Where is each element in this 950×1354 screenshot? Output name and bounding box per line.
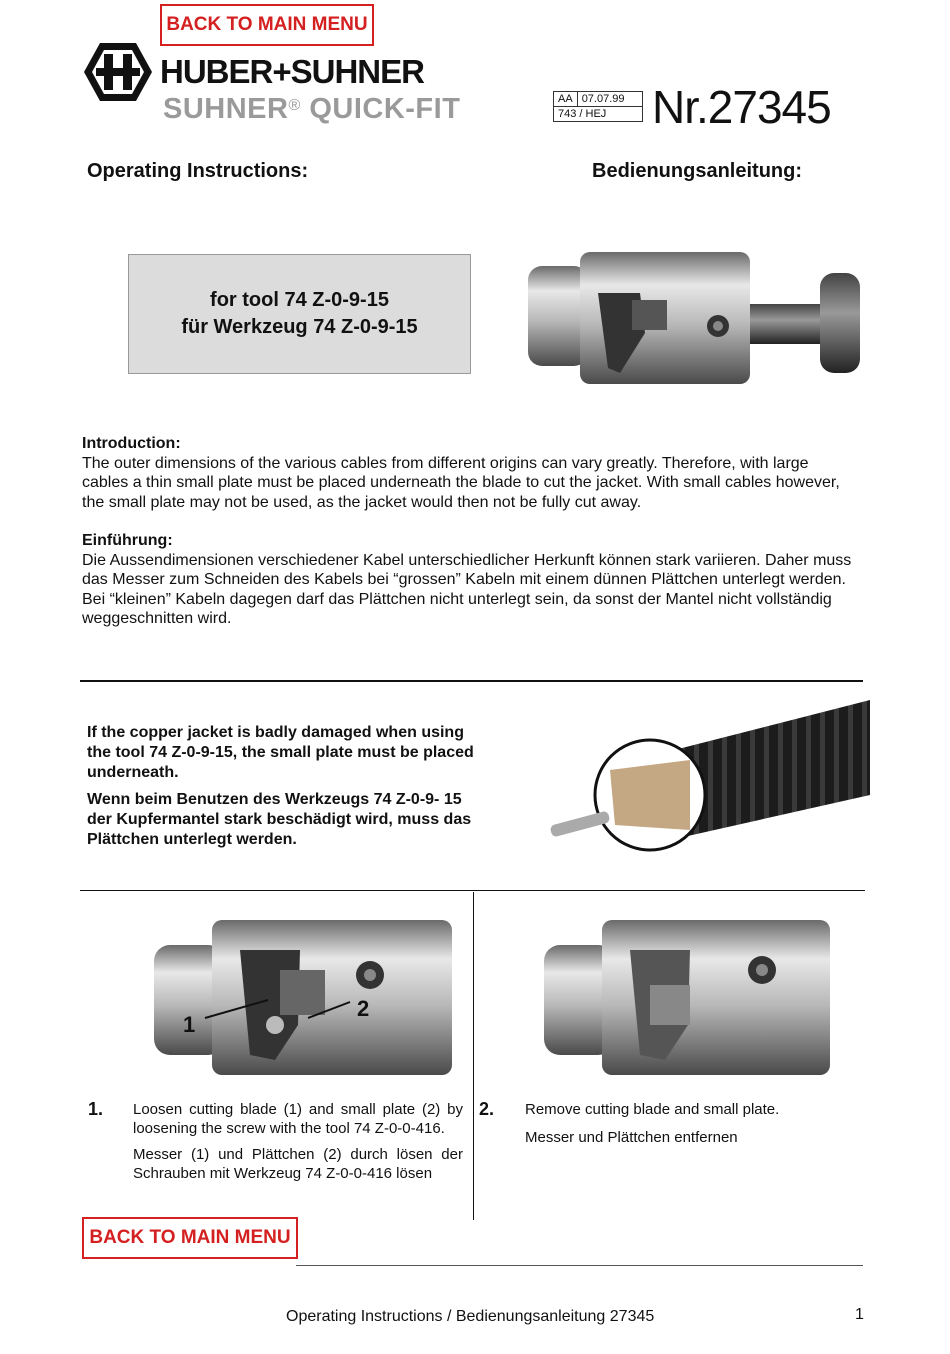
document-number: Nr.27345 [652,81,831,133]
introduction-english [82,434,857,512]
step1-text-german: Messer (1) und Plättchen (2) durch lösen der Schrauben mit Werkzeug 74 Z-0-0-416 lösen [133,1146,463,1182]
back-to-main-menu-button-bottom[interactable]: BACK TO MAIN MENU [82,1217,298,1259]
revision-date: 07.07.99 [577,92,642,107]
introduction-text-english: The outer dimensions of the various cables from different origins can vary greatly. Therefore, with large cables a thin small plate must be placed underneath the blade to cut the jacket. With small cables however, the small plate may not be used, as the jacket would then not be fully cut away. [82,454,840,511]
step1-photo [150,910,460,1075]
divider-footer [296,1265,863,1266]
callout-blade-label: 1 [183,1012,196,1037]
tool-line-german: für Werkzeug 74 Z-0-9-15 [181,316,418,338]
step2-text-german: Messer und Plättchen entfernen [525,1129,738,1146]
warning-german: Wenn beim Benutzen des Werkzeugs 74 Z-0-9- 15 der Kupfermantel stark beschädigt wird, muss das Plättchen unterlegt werden. [87,791,472,848]
heading-german: Bedienungsanleitung: [592,160,802,182]
introduction-text-german: Die Aussendimensionen verschiedener Kabel unterschiedlicher Herkunft können stark variieren. Daher muss das Messer zum Schneiden des Kabels bei “grossen” Kabeln mit einem dünnen Plättchen unterlegt werden. Bei “kleinen” Kabeln dagegen darf das Plättchen nicht unterlegt sein, da sonst der Mantel nicht vollständig weggeschnitten wird. [82,551,852,627]
registered-mark: ® [288,97,301,114]
footer-text: Operating Instructions / Bedienungsanleitung 27345 [286,1308,655,1325]
warning-english: If the copper jacket is badly damaged when using the tool 74 Z-0-9-15, the small plate must be placed underneath. [87,724,474,781]
step1-text-english: Loosen cutting blade (1) and small plate (2) by loosening the screw with the tool 74 Z-0-0-416. [133,1101,463,1137]
back-to-main-menu-button-top[interactable]: BACK TO MAIN MENU [160,4,374,46]
callout-plate-label: 2 [357,996,370,1021]
tool-photo [520,238,865,388]
step2-number: 2. [479,1099,495,1119]
introduction-german [82,531,857,629]
divider-column [473,892,474,1220]
product-line [163,93,460,126]
product-line-name: SUHNER [163,93,289,125]
introduction-title-german: Einführung: [82,532,173,549]
step2-photo [540,910,840,1075]
tool-info-box [128,254,471,374]
logo-hexagon-icon [82,41,154,103]
revision-code: AA [554,92,578,107]
divider-middle [80,890,865,891]
revision-table [553,91,643,122]
introduction-title-english: Introduction: [82,435,181,452]
heading-english: Operating Instructions: [87,160,309,182]
page-number: 1 [855,1306,864,1323]
product-line-suffix: QUICK-FIT [309,93,461,125]
revision-author: 743 / HEJ [554,107,643,122]
step1-number: 1. [88,1099,104,1119]
step2-text-english: Remove cutting blade and small plate. [525,1101,780,1118]
brand-name: HUBER+SUHNER [160,53,424,90]
divider-upper [80,680,863,682]
cable-photo [540,700,870,860]
tool-line-english: for tool 74 Z-0-9-15 [210,289,389,311]
